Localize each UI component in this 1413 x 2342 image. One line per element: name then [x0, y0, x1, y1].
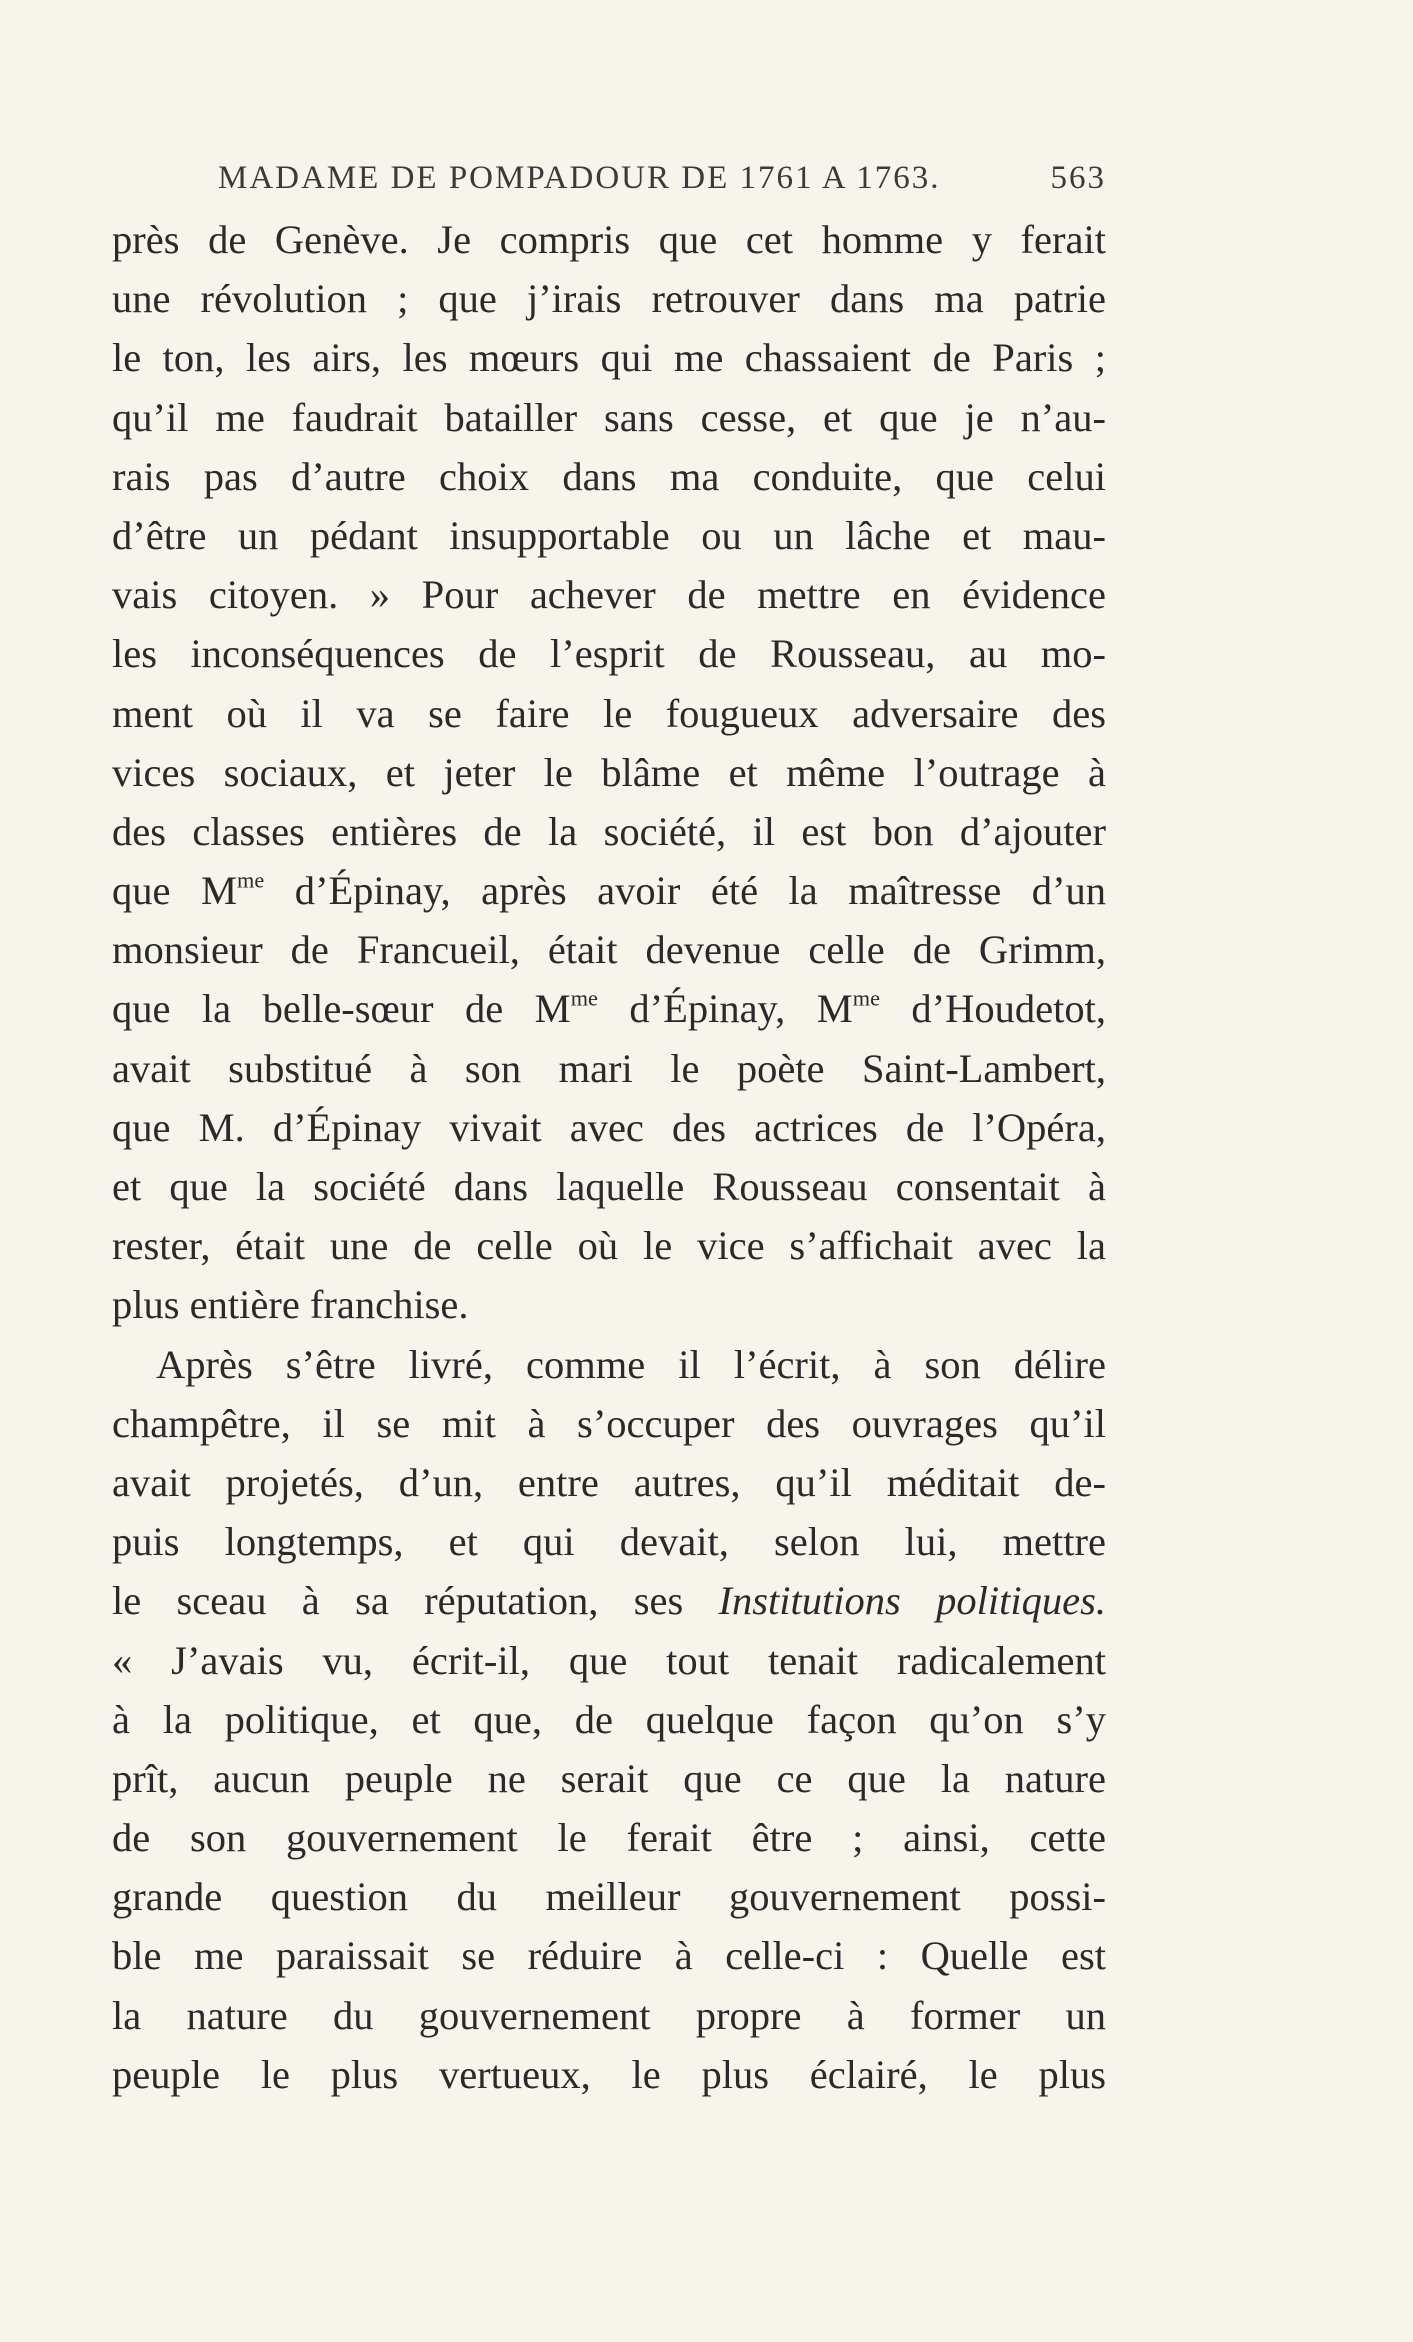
- text-run: que M: [112, 868, 237, 914]
- text-line: d’être un pédant insupportable ou un lâche et mau-: [112, 512, 1106, 558]
- text-line: que M. d’Épinay vivait avec des actrices de l’Opéra,: [112, 1104, 1106, 1150]
- text-line: le ton, les airs, les mœurs qui me chassaient de Paris ;: [112, 335, 1106, 381]
- text-line: à la politique, et que, de quelque façon qu’on s’y: [112, 1696, 1106, 1742]
- text-line: avait substitué à son mari le poète Saint-Lambert,: [112, 1045, 1106, 1091]
- text-line: [112, 861, 1106, 920]
- superscript-abbrev: me: [570, 985, 598, 1011]
- text-run: d’Houdetot,: [879, 986, 1106, 1032]
- text-line: [112, 1571, 1106, 1630]
- text-run: le sceau à sa réputation, ses: [112, 1578, 719, 1624]
- text-line: peuple le plus vertueux, le plus éclairé, le plus: [112, 2051, 1106, 2097]
- text-line: rester, était une de celle où le vice s’affichait avec la: [112, 1223, 1106, 1269]
- text-line: puis longtemps, et qui devait, selon lui, mettre: [112, 1519, 1106, 1565]
- text-line: avait projetés, d’un, entre autres, qu’il méditait de-: [112, 1459, 1106, 1505]
- text-line: vais citoyen. » Pour achever de mettre en évidence: [112, 572, 1106, 618]
- text-line: qu’il me faudrait batailler sans cesse, et que je n’au-: [112, 394, 1106, 440]
- text-line: monsieur de Francueil, était devenue celle de Grimm,: [112, 927, 1106, 973]
- text-line: champêtre, il se mit à s’occuper des ouvrages qu’il: [112, 1400, 1106, 1446]
- text-line: « J’avais vu, écrit-il, que tout tenait radicalement: [112, 1637, 1106, 1683]
- text-line: de son gouvernement le ferait être ; ainsi, cette: [112, 1815, 1106, 1861]
- superscript-abbrev: me: [852, 985, 880, 1011]
- text-line: ment où il va se faire le fougueux adversaire des: [112, 690, 1106, 736]
- text-line: Après s’être livré, comme il l’écrit, à son délire: [156, 1341, 1106, 1387]
- text-line: plus entière franchise.: [112, 1282, 469, 1328]
- text-line: prît, aucun peuple ne serait que ce que la nature: [112, 1755, 1106, 1801]
- text-line: grande question du meilleur gouvernement possi-: [112, 1874, 1106, 1920]
- text-line: une révolution ; que j’irais retrouver dans ma patrie: [112, 276, 1106, 322]
- text-line: ble me paraissait se réduire à celle-ci : Quelle est: [112, 1933, 1106, 1979]
- superscript-abbrev: me: [237, 867, 265, 893]
- page-number: 563: [1050, 160, 1106, 196]
- text-line: près de Genève. Je compris que cet homme y ferait: [112, 217, 1106, 262]
- text-line: et que la société dans laquelle Rousseau consentait à: [112, 1164, 1106, 1209]
- running-head-title: MADAME DE POMPADOUR DE 1761 A 1763.: [218, 160, 941, 196]
- text-line: des classes entières de la société, il est bon d’ajouter: [112, 808, 1106, 854]
- text-line: [112, 979, 1106, 1038]
- text-line: vices sociaux, et jeter le blâme et même l’outrage à: [112, 749, 1106, 795]
- text-line: rais pas d’autre choix dans ma conduite, que celui: [112, 453, 1106, 499]
- text-line: la nature du gouvernement propre à former un: [112, 1992, 1106, 2038]
- book-title-italic: Institutions politiques.: [718, 1578, 1106, 1624]
- text-line: les inconséquences de l’esprit de Rousseau, au mo-: [112, 631, 1106, 677]
- text-run: que la belle-sœur de M: [112, 986, 571, 1032]
- text-run: d’Épinay, après avoir été la maîtresse d’un: [264, 868, 1106, 914]
- body-text: [112, 210, 1106, 2104]
- text-run: d’Épinay, M: [597, 986, 853, 1032]
